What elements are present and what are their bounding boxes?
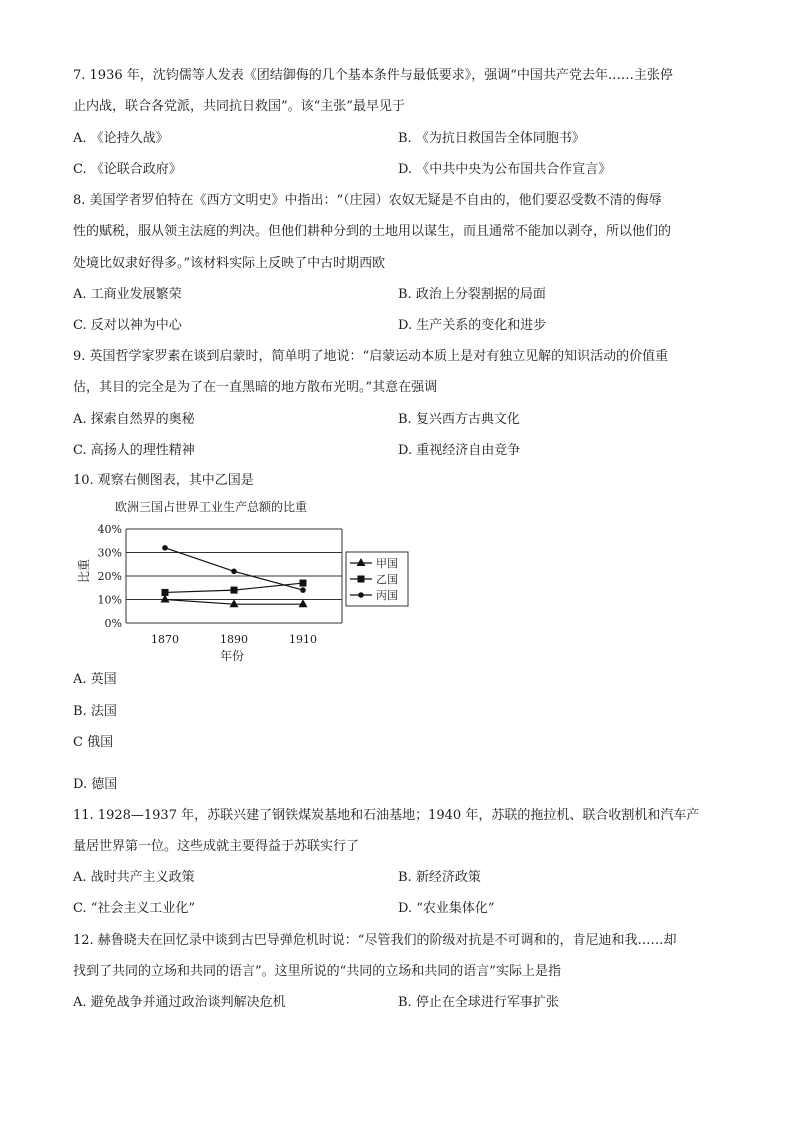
- q12-option-b: B. 停止在全球进行军事扩张: [398, 995, 559, 1010]
- q8-stem-line3: 处境比奴隶好得多。”该材料实际上反映了中古时期西欧: [73, 256, 386, 271]
- chart-x-axis-label: 年份: [220, 649, 245, 663]
- x-tick-label: 1890: [220, 633, 248, 646]
- data-point-circle: [162, 545, 168, 551]
- q10-stem-line1: 10. 观察右侧图表，其中乙国是: [73, 473, 254, 488]
- q10-option-b: B. 法国: [73, 704, 117, 719]
- q8-option-d: D. 生产关系的变化和进步: [398, 318, 547, 333]
- data-point-triangle: [230, 599, 239, 607]
- q8-stem-line2: 性的赋税，服从领主法庭的判决。但他们耕种分到的土地用以谋生，而且通常不能加以剥夺，所以他们的: [73, 224, 672, 239]
- chart-y-ticks: [98, 523, 122, 630]
- chart-y-axis-label: 比重: [77, 558, 91, 583]
- legend-label: 乙国: [376, 573, 398, 586]
- q11-option-c: C. “社会主义工业化”: [73, 901, 196, 916]
- x-tick-label: 1870: [151, 633, 179, 646]
- q10-option-d: D. 德国: [73, 777, 118, 792]
- q9-stem-line2: 估，其目的完全是为了在一直黑暗的地方散布光明。”其意在强调: [73, 380, 438, 395]
- data-point-square: [231, 587, 238, 594]
- q7-option-c: C. 《论联合政府》: [73, 162, 182, 177]
- q11-stem-line1: 11. 1928—1937 年，苏联兴建了钢铁煤炭基地和石油基地；1940 年，苏联的拖拉机、联合收割机和汽车产: [73, 808, 700, 823]
- q11-option-b: B. 新经济政策: [398, 870, 481, 885]
- x-tick-label: 1910: [289, 633, 317, 646]
- series-triangle: [161, 595, 308, 608]
- q8-option-b: B. 政治上分裂割据的局面: [398, 287, 546, 302]
- q12-stem-line2: 找到了共同的立场和共同的语言”。这里所说的“共同的立场和共同的语言”实际上是指: [73, 964, 561, 979]
- q8-stem-line1: 8. 美国学者罗伯特在《西方文明史》中指出：“（庄园）农奴无疑是不自由的，他们要忍受数不清的侮辱: [73, 193, 662, 208]
- q9-option-b: B. 复兴西方古典文化: [398, 412, 520, 427]
- q9-option-a: A. 探索自然界的奥秘: [73, 412, 195, 427]
- q11-option-a: A. 战时共产主义政策: [73, 870, 195, 885]
- q11-option-d: D. “农业集体化”: [398, 901, 495, 916]
- q11-stem-line2: 量居世界第一位。这些成就主要得益于苏联实行了: [73, 839, 360, 854]
- y-tick-label: 20%: [97, 570, 122, 583]
- q10-option-a: A. 英国: [73, 672, 117, 687]
- legend-label: 甲国: [376, 557, 398, 570]
- legend-label: 丙国: [376, 589, 398, 602]
- chart-x-ticks: [151, 633, 317, 646]
- chart-y-grid: [126, 529, 342, 623]
- q7-option-a: A. 《论持久战》: [73, 131, 169, 146]
- q12-option-a: A. 避免战争并通过政治谈判解决危机: [73, 995, 286, 1010]
- q7-stem-line2: 止内战，联合各党派，共同抗日救国”。该“主张”最早见于: [73, 99, 405, 114]
- data-point-circle: [358, 592, 364, 598]
- data-point-circle: [231, 569, 237, 575]
- chart-title: 欧洲三国占世界工业生产总额的比重: [115, 500, 308, 514]
- y-tick-label: 10%: [97, 593, 122, 607]
- q7-stem-line1: 7. 1936 年，沈钧儒等人发表《团结御侮的几个基本条件与最低要求》，强调“中国共产党去年……主张停: [73, 68, 673, 83]
- q9-stem-line1: 9. 英国哲学家罗素在谈到启蒙时，简单明了地说：“启蒙运动本质上是对有独立见解的知识活动的价值重: [73, 349, 669, 364]
- y-tick-label: 30%: [97, 546, 122, 560]
- q8-option-a: A. 工商业发展繁荣: [73, 287, 182, 302]
- q9-option-c: C. 高扬人的理性精神: [73, 443, 195, 458]
- q10-option-c: C 俄国: [73, 735, 114, 750]
- data-point-square: [162, 589, 169, 596]
- data-point-circle: [300, 587, 306, 593]
- chart-legend: [346, 552, 408, 606]
- q12-stem-line1: 12. 赫鲁晓夫在回忆录中谈到古巴导弹危机时说：“尽管我们的阶级对抗是不可调和的，肯尼迪和我……却: [73, 933, 677, 948]
- data-point-square: [358, 576, 365, 583]
- industrial-share-chart: [70, 495, 415, 665]
- q8-option-c: C. 反对以神为中心: [73, 318, 182, 333]
- q7-option-b: B. 《为抗日救国告全体同胞书》: [398, 131, 585, 146]
- data-point-square: [300, 580, 307, 587]
- data-point-triangle: [299, 599, 308, 607]
- q7-option-d: D. 《中共中央为公布国共合作宣言》: [398, 162, 612, 177]
- q9-option-d: D. 重视经济自由竞争: [398, 443, 521, 458]
- y-tick-label: 0%: [104, 617, 122, 630]
- series-square: [162, 580, 307, 596]
- y-tick-label: 40%: [97, 523, 122, 536]
